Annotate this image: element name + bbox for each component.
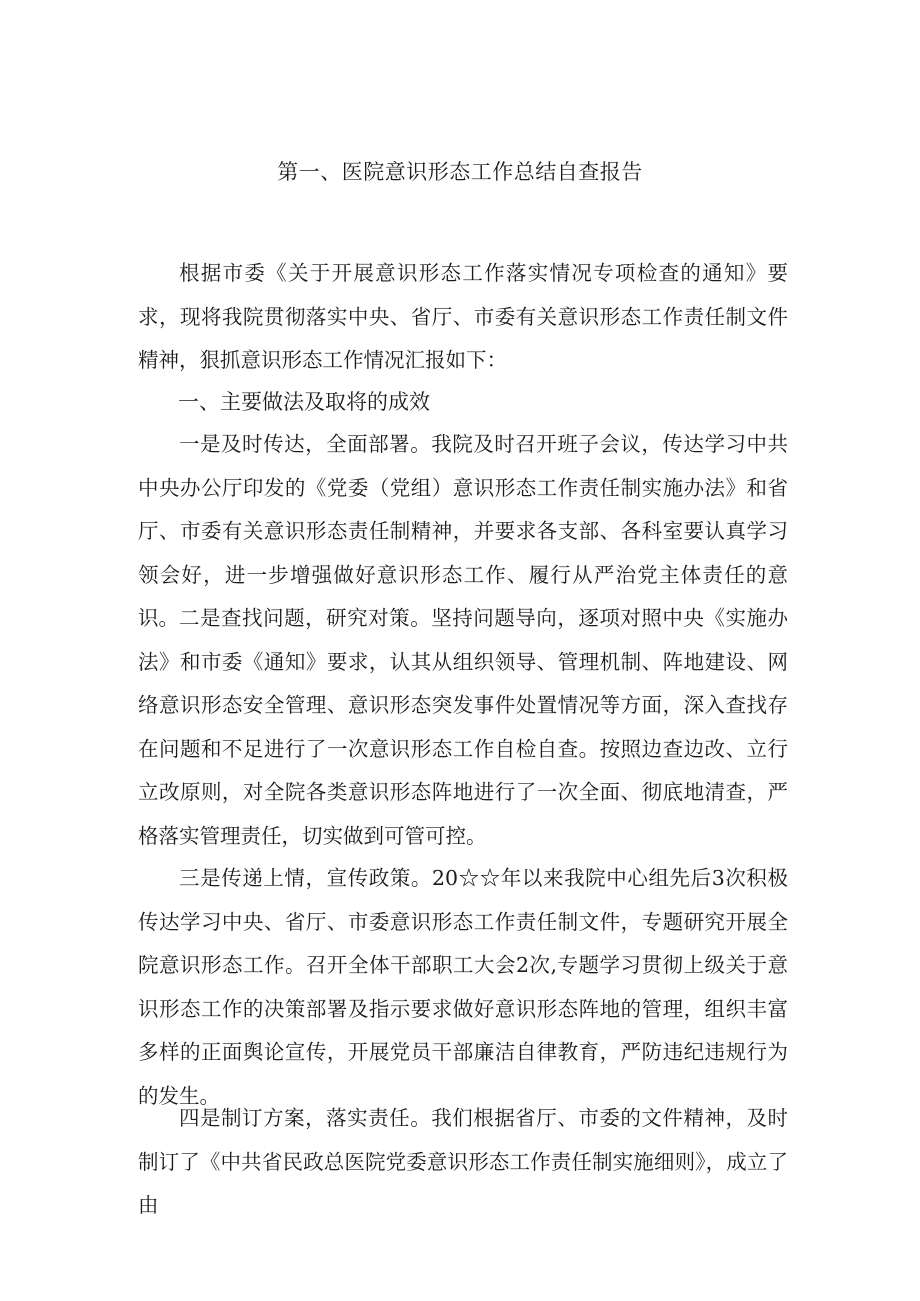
section-heading: 一、主要做法及取将的成效 [178,390,430,414]
paragraph-4: 四是制订方案，落实责任。我们根据省厅、市委的文件精神，及时制订了《中共省民政总医院党委意识形态工作责任制实施细则》，成立了由 [138,1106,788,1217]
paragraph-2: 二是查找问题，研究对策。坚持问题导向，逐项对照中央《实施办法》和市委《通知》要求，认其从组织领导、管理机制、阵地建设、网络意识形态安全管理、意识形态突发事件处置情况等方面，深入查找存在问题和不足进行了一次意识形态工作自检自查。按照边查边改、立行立改原则，对全院各类意识形态阵地进行了一次全面、彻底地清查，严格落实管理责任，切实做到可管可控。 [138,606,788,848]
document-title: 第一、医院意识形态工作总结自查报告 [277,160,643,184]
paragraph-1: 一是及时传达，全面部署。我院及时召开班子会议，传达学习中共中央办公厅印发的《党委（党组）意识形态工作责任制实施办法》和省厅、市委有关意识形态责任制精神，并要求各支部、各科室要认真学习领会好，进一步增强做好意识形态工作、履行从严治党主体责任的意识。 [138,432,788,630]
intro-paragraph: 根据市委《关于开展意识形态工作落实情况专项检查的通知》要求，现将我院贯彻落实中央、省厅、市委有关意识形态工作责任制文件精神，狠抓意识形态工作情况汇报如下： [138,261,788,372]
paragraph-3: 三是传递上情，宣传政策。20☆☆年以来我院中心组先后3次积极传达学习中央、省厅、市委意识形态工作责任制文件，专题研究开展全院意识形态工作。召开全体干部职工大会2次,专题学习贯彻上级关于意识形态工作的决策部署及指示要求做好意识形态阵地的管理，组织丰富多样的正面舆论宣传，开展党员干部廉洁自律教育，严防违纪违规行为的发生。 [138,866,788,1108]
